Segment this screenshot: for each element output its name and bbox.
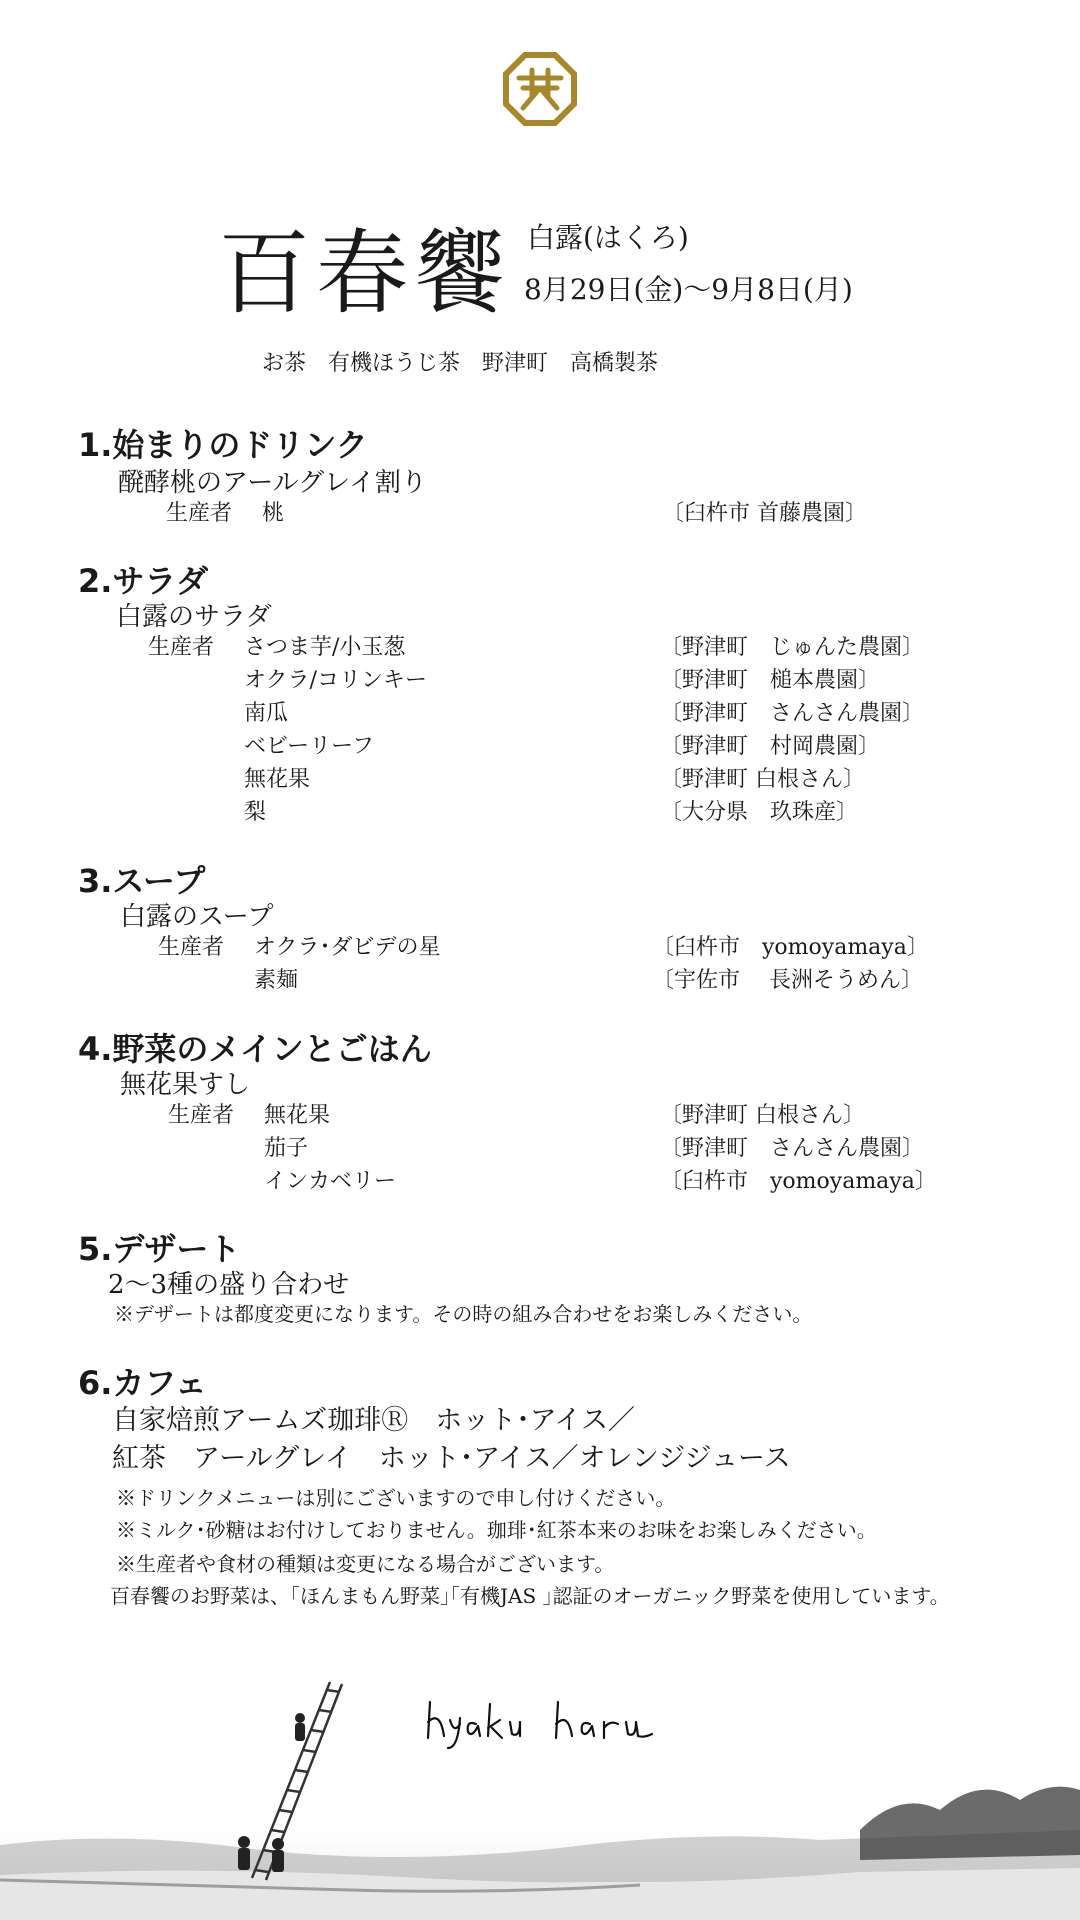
dish-name: 2〜3種の盛り合わせ: [108, 1270, 350, 1300]
section-heading: 6.カフェ: [78, 1364, 207, 1402]
producer-label: 生産者: [148, 635, 215, 660]
dish-name: 醗酵桃のアールグレイ割り: [118, 468, 427, 498]
logo-emblem-icon: [503, 52, 577, 126]
ingredient-name: オクラ･ダビデの星: [254, 935, 441, 960]
ingredient-origin: 〔野津町 村岡農園〕: [660, 734, 881, 759]
ingredient-name: ベビーリーフ: [244, 734, 375, 759]
cafe-tea-line: 紅茶 アールグレイ ホット･アイス／オレンジジュース: [112, 1443, 791, 1474]
ingredient-name: 無花果: [264, 1103, 331, 1128]
ingredient-name: 梨: [244, 800, 267, 825]
cafe-note: ※ドリンクメニューは別にございますので申し付けください。: [116, 1486, 676, 1510]
ink-landscape-illustration: [0, 1680, 1080, 1920]
dish-name: 無花果すし: [120, 1070, 251, 1100]
producer-label: 生産者: [168, 1103, 235, 1128]
ingredient-name: 南瓜: [244, 701, 289, 726]
ingredient-name: オクラ/コリンキー: [244, 668, 427, 693]
ingredient-origin: 〔大分県 玖珠産〕: [660, 800, 859, 825]
ingredient-origin: 〔野津町 白根さん〕: [660, 767, 865, 792]
ingredient-origin: 〔臼杵市 首藤農園〕: [662, 501, 867, 526]
ingredient-name: 無花果: [244, 767, 311, 792]
ingredient-origin: 〔野津町 白根さん〕: [660, 1103, 865, 1128]
ingredient-name: 素麺: [254, 968, 299, 993]
ingredient-origin: 〔宇佐市 長洲そうめん〕: [652, 968, 923, 993]
cafe-note: ※ミルク･砂糖はお付けしておりません。珈琲･紅茶本来のお味をお楽しみください。: [116, 1518, 877, 1542]
dessert-note: ※デザートは都度変更になります。その時の組み合わせをお楽しみください。: [114, 1302, 813, 1326]
producer-label: 生産者: [166, 501, 233, 526]
tea-line: お茶 有機ほうじ茶 野津町 高橋製茶: [262, 351, 659, 376]
dish-name: 白露のスープ: [120, 902, 274, 932]
ingredient-name: 茄子: [264, 1136, 309, 1161]
ingredient-origin: 〔野津町 さんさん農園〕: [660, 1136, 925, 1161]
section-heading: 5.デザート: [78, 1230, 241, 1268]
ingredient-name: インカベリー: [264, 1169, 397, 1194]
ingredient-origin: 〔臼杵市 yomoyamaya〕: [652, 935, 929, 960]
section-heading: 1.始まりのドリンク: [78, 426, 368, 464]
section-heading: 3.スープ: [78, 862, 206, 900]
date-range: 8月29日(金)〜9月8日(月): [524, 273, 853, 306]
section-heading: 2.サラダ: [78, 562, 209, 600]
organic-footer-note: 百春饗のお野菜は、｢ほんまもん野菜｣｢有機JAS ｣認証のオーガニック野菜を使用しています。: [110, 1584, 950, 1608]
ingredient-name: さつま芋/小玉葱: [244, 635, 406, 660]
ingredient-origin: 〔野津町 さんさん農園〕: [660, 701, 925, 726]
dish-name: 白露のサラダ: [116, 602, 272, 632]
cafe-note: ※生産者や食材の種類は変更になる場合がございます。: [116, 1552, 615, 1576]
page-title: 百春饗: [218, 220, 513, 327]
cafe-coffee-line: 自家焙煎アームズ珈琲Ⓡ ホット･アイス／: [112, 1405, 635, 1436]
ingredient-origin: 〔野津町 槌本農園〕: [660, 668, 881, 693]
section-heading: 4.野菜のメインとごはん: [78, 1030, 432, 1068]
ingredient-origin: 〔臼杵市 yomoyamaya〕: [660, 1169, 937, 1194]
ingredient-name: 桃: [262, 501, 285, 526]
producer-label: 生産者: [158, 935, 225, 960]
ingredient-origin: 〔野津町 じゅんた農園〕: [660, 635, 925, 660]
season-subtitle: 白露(はくろ): [527, 221, 689, 254]
